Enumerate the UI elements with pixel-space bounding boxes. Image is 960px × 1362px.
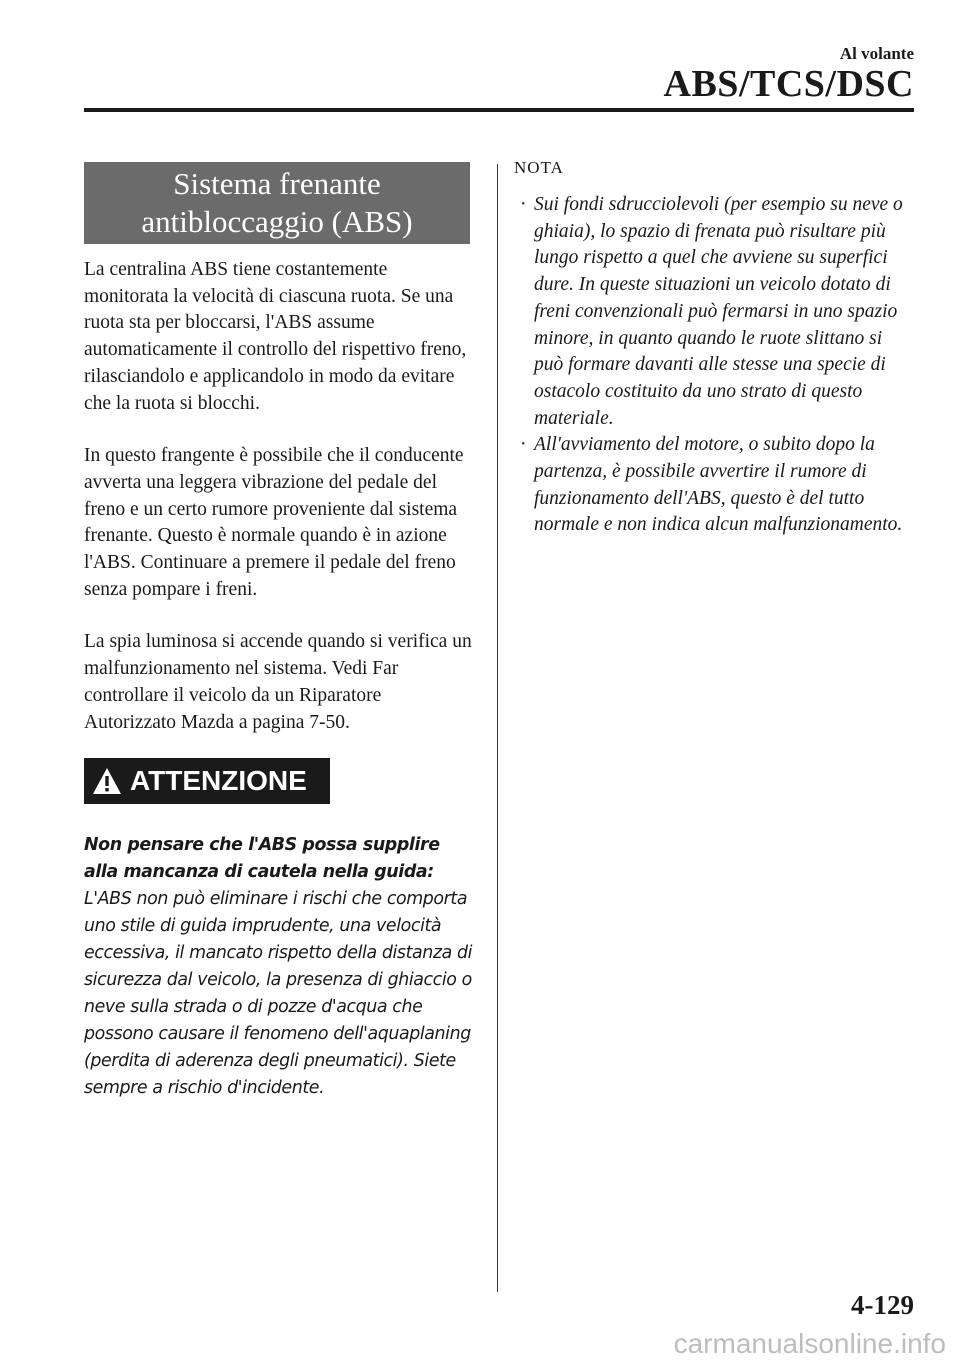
paragraph-warning-light: La spia luminosa si accende quando si verifica un malfunzionamento nel sistema. Vedi Far controllare il veicolo da un Riparatore Autorizzato Mazda a pagina 7-50.: [84, 631, 472, 733]
column-divider: [497, 164, 498, 1292]
warning-heading: Non pensare che l'ABS possa supplire alla mancanza di cautela nella guida:: [84, 835, 440, 883]
bullet-icon: ·: [520, 194, 527, 215]
header-chapter-title: ABS/TCS/DSC: [663, 63, 914, 105]
nota-item-text: Sui fondi sdrucciolevoli (per esempio su neve o ghiaia), lo spazio di frenata può risultare più lungo rispetto a quel che avviene su superfici dure. In queste situazioni un veicolo dotato di freni convenzionali può fermarsi in uno spazio minore, in quanto quando le ruote slittano si può formare davanti alle stesse una specie di ostacolo costituito da uno strato di questo materiale.: [534, 194, 903, 429]
page-number: 4-129: [851, 1290, 914, 1320]
nota-item: [514, 432, 914, 539]
paragraph-abs-function: La centralina ABS tiene costantemente monitorata la velocità di ciascuna ruota. Se una ruota sta per bloccarsi, l'ABS assume automaticamente il controllo del rispettivo freno, rilasciandolo e applicandolo in modo da evitare che la ruota si blocchi.: [84, 259, 467, 414]
right-column: [514, 158, 914, 539]
header-rule: [84, 108, 914, 112]
section-title-line2: antibloccaggio (ABS): [141, 204, 413, 239]
header-section-title: Al volante: [839, 44, 914, 63]
section-title-line1: Sistema frenante: [173, 166, 381, 201]
paragraph-abs-vibration: In questo frangente è possibile che il conducente avverta una leggera vibrazione del pedale del freno e un certo rumore proveniente dal sistema frenante. Questo è normale quando è in azione l'ABS. Continuare a premere il pedale del freno senza pompare i freni.: [84, 445, 464, 600]
warning-triangle-icon: [92, 767, 122, 795]
nota-item: [514, 192, 914, 432]
warning-body: L'ABS non può eliminare i rischi che comporta uno stile di guida imprudente, una velocità eccessiva, il mancato rispetto della distanza di sicurezza dal veicolo, la presenza di ghiaccio o neve sulla strada o di pozze d'acqua che possono causare il fenomeno dell'aquaplaning (perdita di aderenza degli pneumatici). Siete sempre a rischio d'incidente.: [84, 889, 473, 1099]
watermark: carmanualsonline.info: [673, 1328, 946, 1359]
warning-text: [84, 832, 474, 1102]
section-title-box: [84, 162, 470, 244]
nota-title: NOTA: [514, 158, 564, 177]
bullet-icon: ·: [520, 434, 527, 456]
warning-label: ATTENZIONE: [130, 765, 307, 797]
nota-list: [514, 192, 914, 539]
left-column: [84, 162, 474, 1102]
warning-badge: [84, 758, 330, 804]
nota-item-text: All'avviamento del motore, o subito dopo la partenza, è possibile avvertire il rumore di funzionamento dell'ABS, questo è del tutto normale e non indica alcun malfunzionamento.: [534, 434, 903, 536]
